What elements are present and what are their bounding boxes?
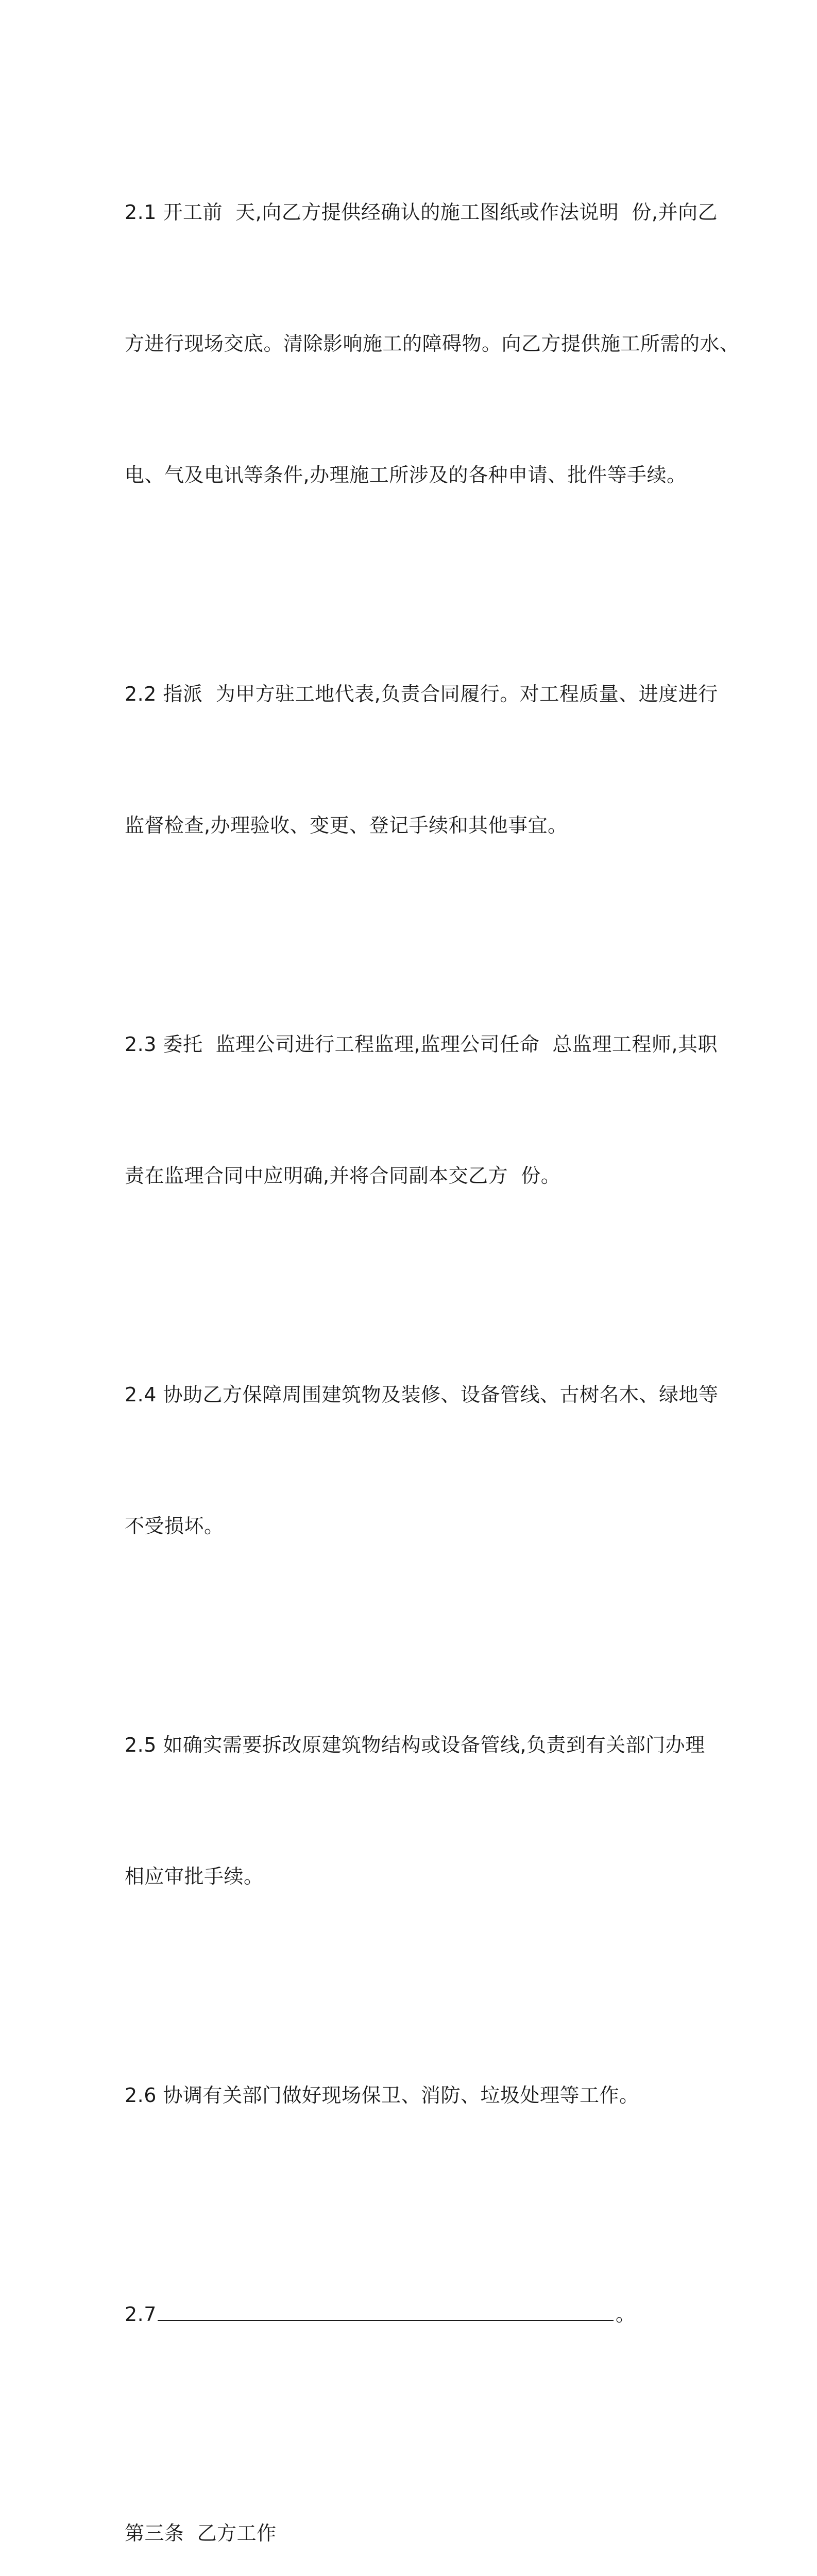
clause-2-3 (125, 935, 718, 1285)
fill-in-blank (158, 2301, 614, 2321)
clause-2-7-prefix: 2.7 (125, 2303, 157, 2326)
text-line: 方进行现场交底。清除影响施工的障碍物。向乙方提供施工所需的水、 (125, 332, 740, 355)
clause-2-1 (125, 103, 740, 585)
clause-2-6 (125, 1986, 707, 2205)
clause-2-5 (125, 1636, 707, 1986)
text-line: 2.4 协助乙方保障周围建筑物及装修、设备管线、古树名木、绿地等 (125, 1383, 719, 1406)
text-line (125, 2293, 707, 2336)
text-line: 责在监理合同中应明确,并将合同副本交乙方 份。 (125, 1164, 561, 1187)
text-line: 不受损坏。 (125, 1515, 224, 1537)
clause-2-7 (125, 2205, 707, 2424)
text-line: 2.5 如确实需要拆改原建筑物结构或设备管线,负责到有关部门办理 (125, 1734, 705, 1756)
section-three-heading (125, 2424, 707, 2576)
text-line: 2.3 委托 监理公司进行工程监理,监理公司任命 总监理工程师,其职 (125, 1033, 718, 1056)
clause-2-7-suffix: 。 (615, 2303, 636, 2326)
section-heading: 第三条 乙方工作 (125, 2522, 277, 2545)
clause-2-4 (125, 1285, 719, 1636)
clause-2-2 (125, 585, 718, 935)
text-line: 监督检查,办理验收、变更、登记手续和其他事宜。 (125, 814, 568, 837)
text-line: 2.1 开工前 天,向乙方提供经确认的施工图纸或作法说明 份,并向乙 (125, 201, 718, 224)
text-line: 2.2 指派 为甲方驻工地代表,负责合同履行。对工程质量、进度进行 (125, 683, 718, 705)
document-body (125, 103, 740, 2576)
text-line: 相应审批手续。 (125, 1865, 264, 1888)
text-line: 2.6 协调有关部门做好现场保卫、消防、垃圾处理等工作。 (125, 2084, 639, 2107)
text-line: 电、气及电讯等条件,办理施工所涉及的各种申请、批件等手续。 (125, 464, 687, 486)
